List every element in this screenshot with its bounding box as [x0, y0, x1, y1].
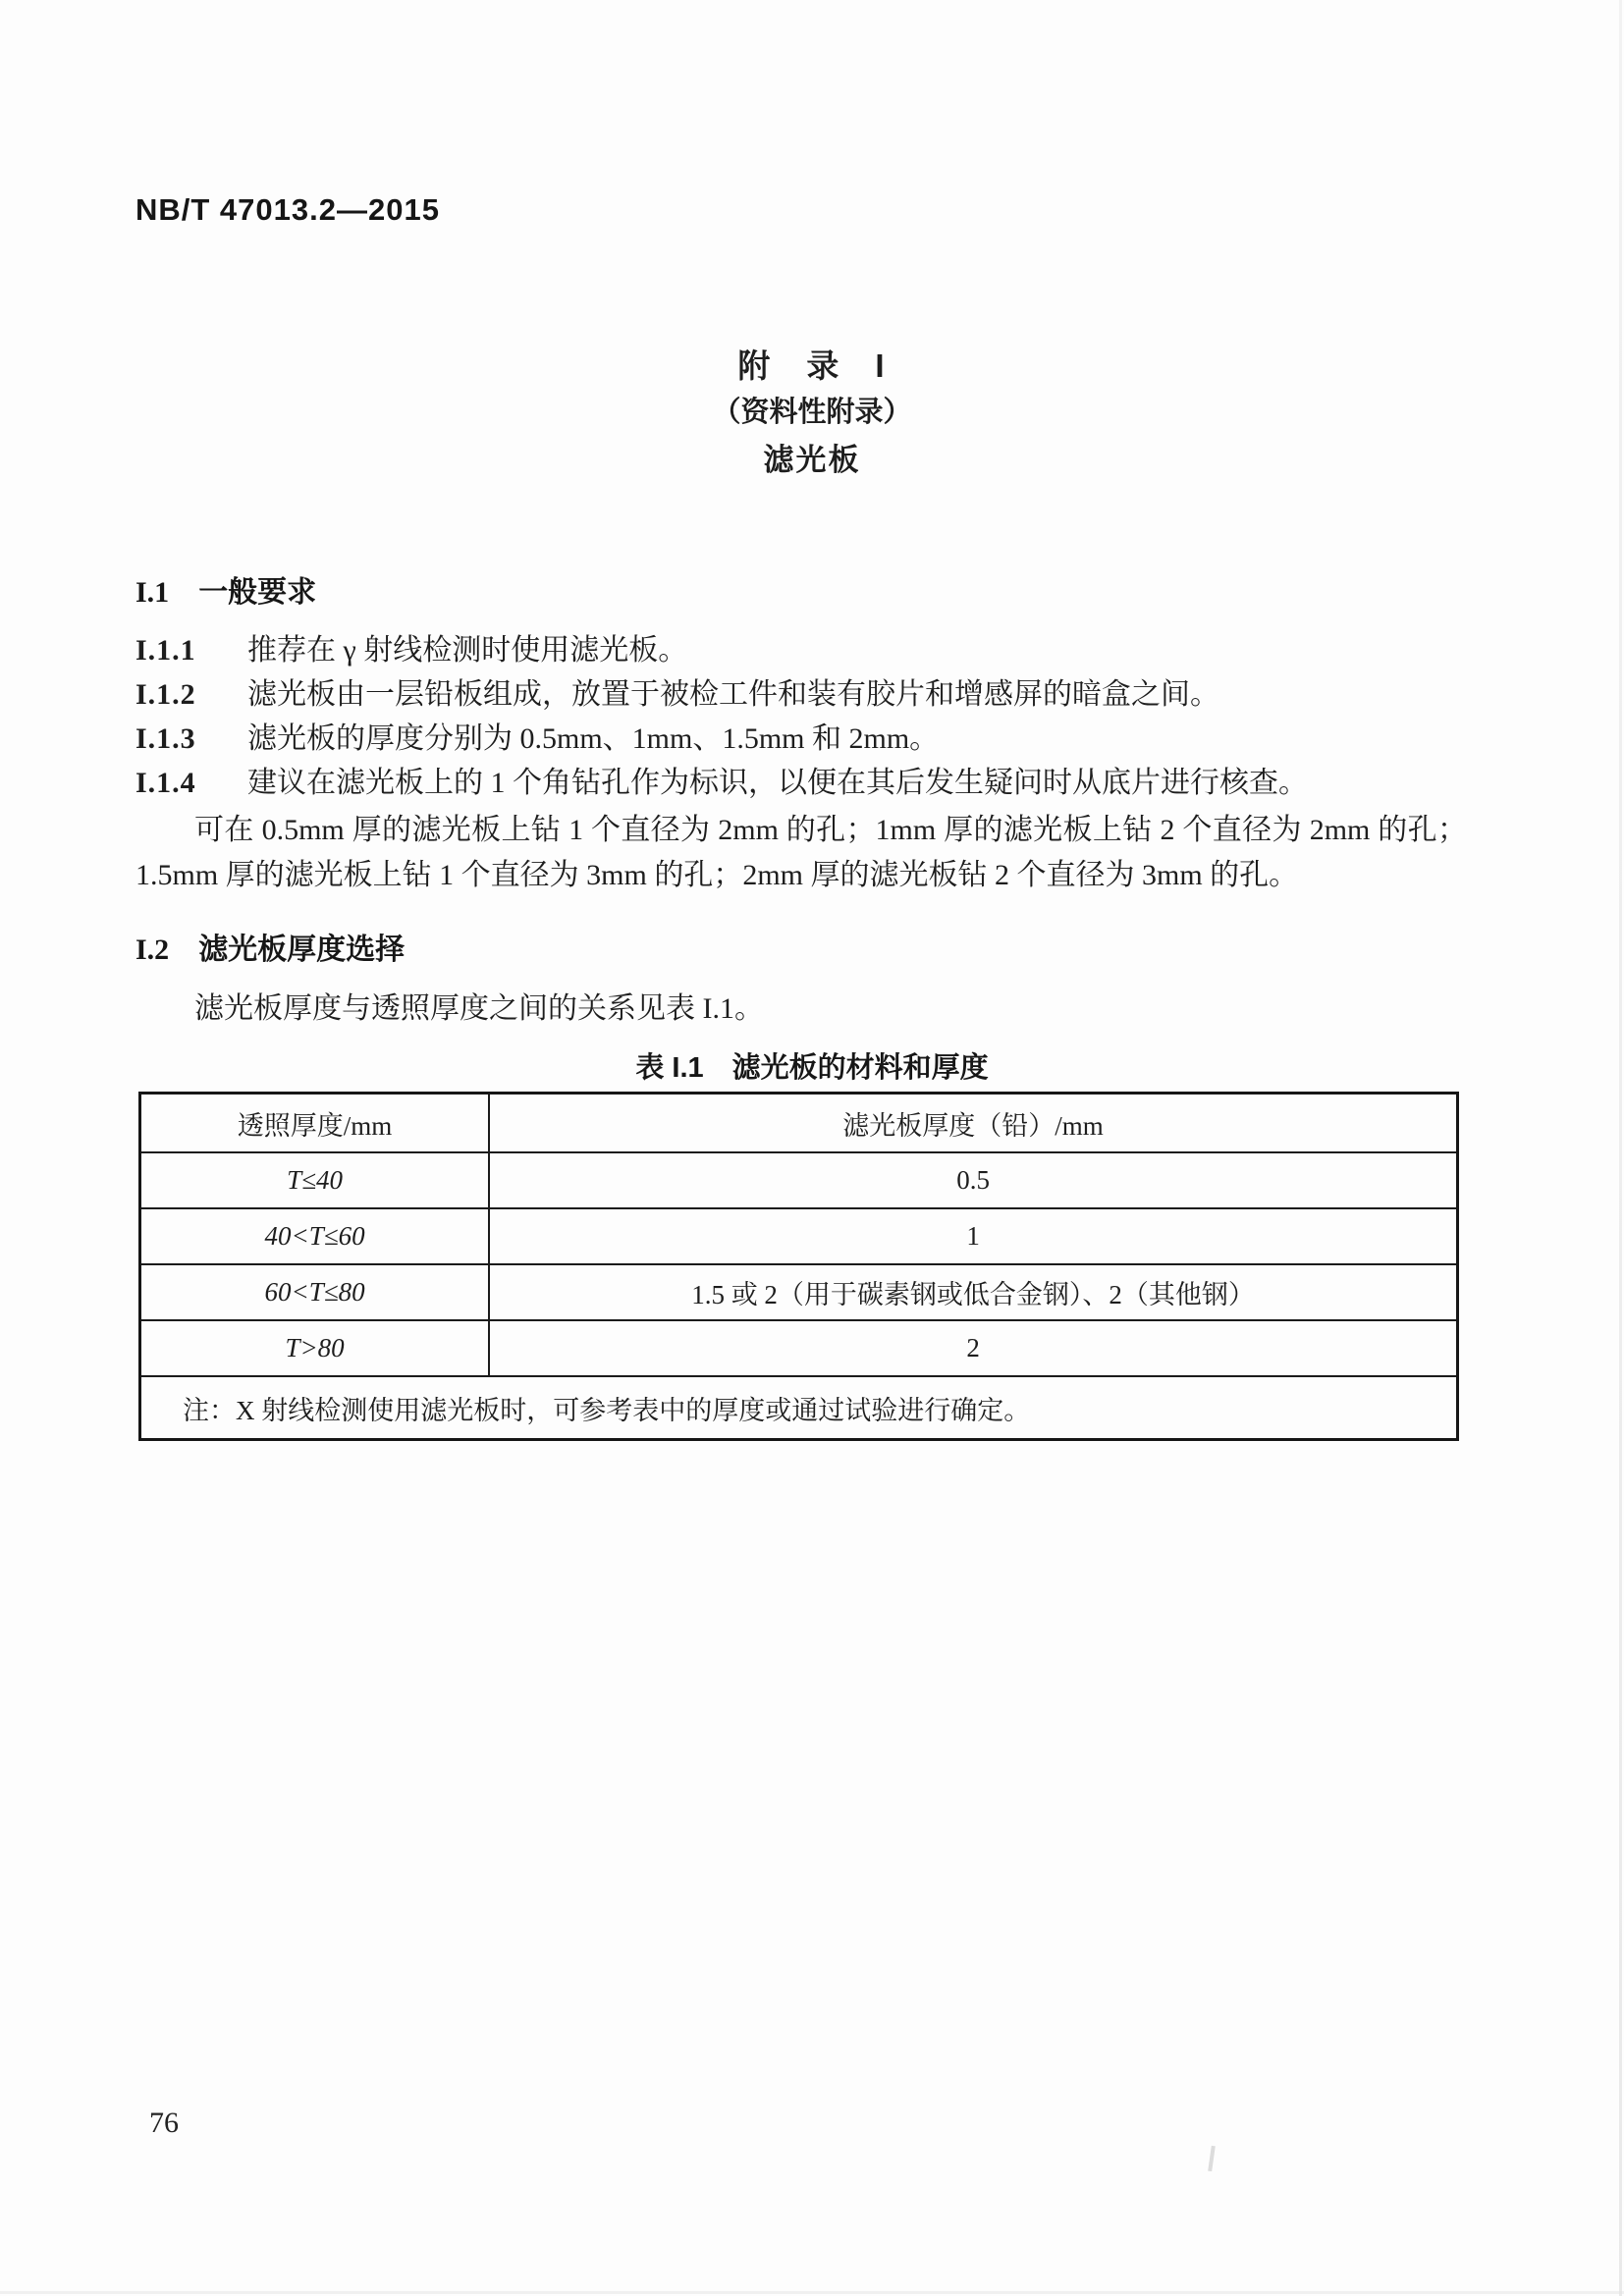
cell-range: T>80 [140, 1320, 490, 1376]
scan-edge-bottom [0, 2291, 1624, 2294]
clause-number: I.1.2 [135, 678, 196, 711]
table-row [140, 1264, 1458, 1320]
clause-number: I.1.1 [135, 634, 196, 667]
section-title: 滤光板厚度选择 [198, 934, 406, 966]
table-row [140, 1208, 1458, 1264]
clause-i114 [135, 761, 1481, 805]
section-number: I.1 [135, 576, 170, 609]
section-title: 一般要求 [198, 576, 317, 609]
clause-i112 [135, 672, 1481, 717]
cell-range: T≤40 [140, 1152, 490, 1208]
column-header-plate: 滤光板厚度（铅）/mm [489, 1094, 1457, 1153]
standard-code: NB/T 47013.2—2015 [135, 192, 440, 227]
section-heading-i1 [135, 567, 316, 611]
clause-i111 [135, 628, 1481, 672]
clause-text: 滤光板的厚度分别为 0.5mm、1mm、1.5mm 和 2mm。 [247, 722, 940, 755]
scan-edge-right [1619, 0, 1622, 2296]
cell-value: 0.5 [489, 1152, 1457, 1208]
column-header-thickness: 透照厚度/mm [140, 1094, 490, 1153]
clause-number: I.1.3 [135, 722, 196, 755]
cell-range: 60<T≤80 [140, 1264, 490, 1320]
clause-i114-continuation: 可在 0.5mm 厚的滤光板上钻 1 个直径为 2mm 的孔；1mm 厚的滤光板上钻 2 个直径为 2mm 的孔；1.5mm 厚的滤光板上钻 1 个直径为 3mm 的孔；2mm 厚的滤光板钻 2 个直径为 3mm 的孔。 [135, 814, 1467, 891]
section-i2-paragraph: 滤光板厚度与透照厚度之间的关系见表 I.1。 [194, 992, 764, 1025]
clause-text: 建议在滤光板上的 1 个角钻孔作为标识，以便在其后发生疑问时从底片进行核查。 [247, 767, 1308, 799]
scan-artifact [1208, 2146, 1216, 2171]
table-caption: 表 I.1 滤光板的材料和厚度 [635, 1052, 989, 1084]
section-heading-i2 [135, 925, 405, 968]
appendix-header [0, 343, 1624, 483]
appendix-title: 附 录 I [737, 347, 887, 384]
table-row [140, 1320, 1458, 1376]
filter-plate-table [138, 1092, 1459, 1441]
cell-range: 40<T≤60 [140, 1208, 490, 1264]
table-note: 注：X 射线检测使用滤光板时，可参考表中的厚度或通过试验进行确定。 [140, 1376, 1458, 1440]
table-note-row [140, 1376, 1458, 1440]
cell-value: 2 [489, 1320, 1457, 1376]
page-number: 76 [149, 2107, 179, 2139]
section-number: I.2 [135, 934, 170, 966]
clause-list [135, 628, 1481, 805]
appendix-name: 滤光板 [763, 443, 861, 477]
cell-value: 1.5 或 2（用于碳素钢或低合金钢）、2（其他钢） [489, 1264, 1457, 1320]
clause-text: 滤光板由一层铅板组成，放置于被检工件和装有胶片和增感屏的暗盒之间。 [247, 678, 1219, 711]
cell-value: 1 [489, 1208, 1457, 1264]
table-row [140, 1152, 1458, 1208]
appendix-subtitle: （资料性附录） [712, 397, 912, 428]
clause-number: I.1.4 [135, 767, 196, 799]
clause-text: 推荐在 γ 射线检测时使用滤光板。 [247, 634, 688, 667]
clause-i113 [135, 717, 1481, 761]
table-header-row [140, 1094, 1458, 1153]
